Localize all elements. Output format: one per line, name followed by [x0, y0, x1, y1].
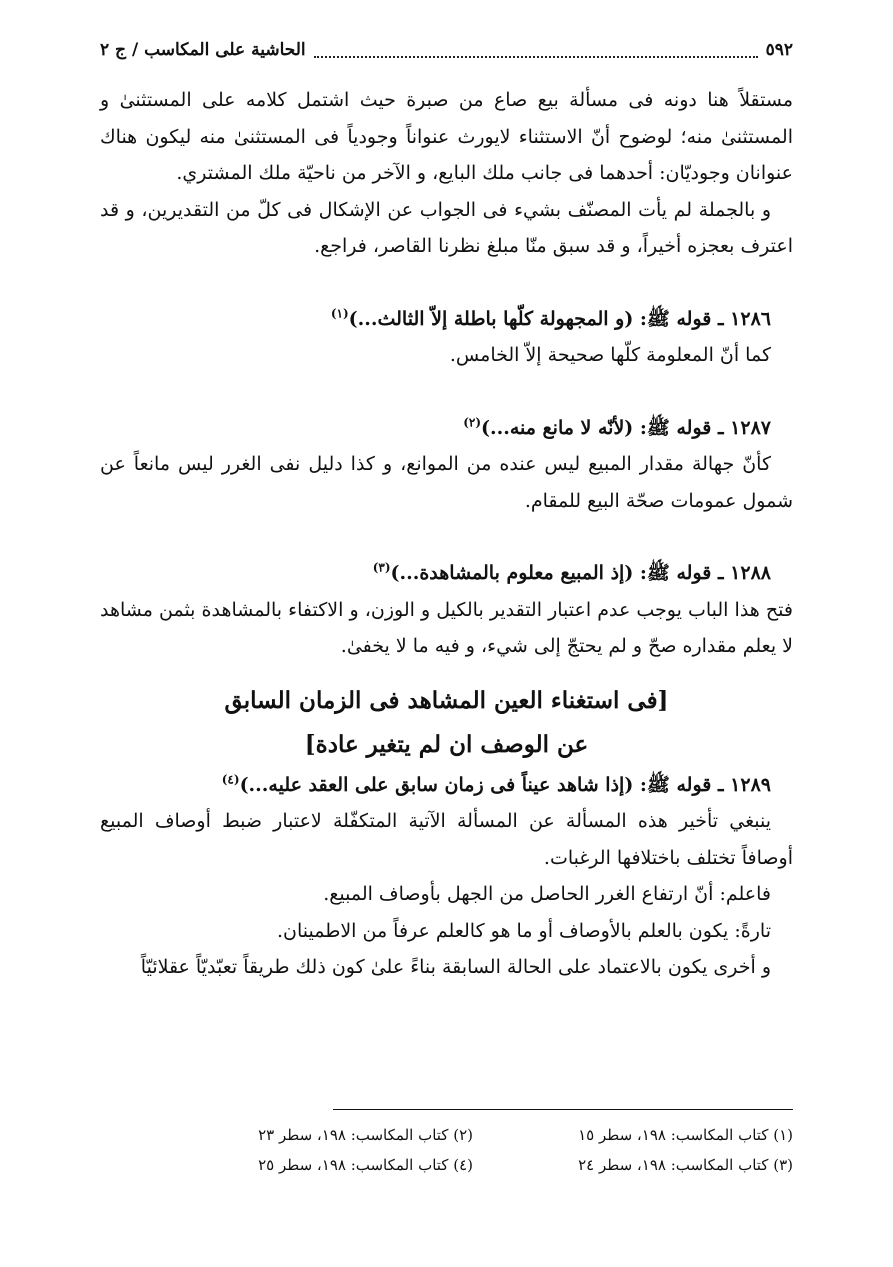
- footnote-marker: (٤): [221, 772, 240, 787]
- paragraph: و أخرى يكون بالاعتماد على الحالة السابقة بناءً علىٰ كون ذلك طريقاً تعبّديّاً عقلائيّاً: [140, 956, 771, 978]
- entry-text-1287: كأنّ جهالة مقدار المبيع ليس عنده من الموانع، و كذا دليل نفى الغرر ليس مانعاً عن شمول عمومات صحّة البيع للمقام.: [100, 453, 793, 512]
- footnote: (٢) كتاب المكاسب: ١٩٨، سطر ٢٣: [258, 1126, 473, 1144]
- page-body: [100, 82, 793, 986]
- page-number: ٥٩٢: [765, 40, 793, 60]
- footnote-divider: [333, 1109, 793, 1110]
- paragraph: مستقلاً هنا دونه فى مسألة بيع صاع من صبرة حيث اشتمل كلامه على المستثنىٰ و المستثنىٰ منه؛ لوضوح أنّ الاستثناء لايورث عنواناً وجودياً فى المستثنىٰ منه ليكون هناك عنوانان وجوديّان: أحدهما فى جانب ملك البايع، و الآخر من ناحيّة ملك المشتري.: [100, 89, 793, 184]
- paragraph: فاعلم: أنّ ارتفاع الغرر الحاصل من الجهل بأوصاف المبيع.: [323, 883, 771, 905]
- footnote-marker: (١): [330, 306, 349, 321]
- entry-text-1288: فتح هذا الباب يوجب عدم اعتبار التقدير بالكيل و الوزن، و الاكتفاء بالمشاهدة بثمن مشاهد لا يعلم مقداره صحّ و لم يحتجّ إلى شيء، و فيه ما لا يخفىٰ.: [100, 598, 793, 657]
- footnote-marker: (٣): [372, 560, 391, 575]
- paragraph: و بالجملة لم يأت المصنّف بشيء فى الجواب عن الإشكال فى كلّ من التقديرين، و قد اعترف بعجزه أخيراً، و قد سبق منّا مبلغ نظرنا القاصر، فراجع.: [100, 198, 793, 257]
- entry-heading-1286: ١٢٨٦ ـ قوله ﷺ: (و المجهولة كلّها باطلة إلاّ الثالث...)$^{(١)}$: [330, 306, 771, 330]
- entry-heading-1289: ١٢٨٩ ـ قوله ﷺ: (إذا شاهد عيناً فى زمان سابق على العقد عليه...)$^{(٤)}$: [221, 772, 771, 796]
- running-title: الحاشية على المكاسب / ج ٢: [100, 40, 306, 60]
- entry-heading-1287: ١٢٨٧ ـ قوله ﷺ: (لأنّه لا مانع منه...)$^{(٢)}$: [463, 415, 771, 439]
- footnote-marker: (٢): [463, 415, 482, 430]
- footnotes: [193, 1120, 793, 1180]
- footnote: (٤) كتاب المكاسب: ١٩٨، سطر ٢٥: [258, 1156, 473, 1174]
- entry-text-1289: ينبغي تأخير هذه المسألة عن المسألة الآتية المتكفّلة لاعتبار ضبط أوصاف المبيع أوصافاً تختلف باختلافها الرغبات.: [100, 810, 793, 869]
- entry-text-1286: كما أنّ المعلومة كلّها صحيحة إلاّ الخامس.: [449, 344, 771, 366]
- header-dot-leader: [314, 42, 758, 58]
- paragraph: تارةً: يكون بالعلم بالأوصاف أو ما هو كالعلم عرفاً من الاطمينان.: [276, 919, 771, 942]
- footnote: (١) كتاب المكاسب: ١٩٨، سطر ١٥: [578, 1126, 793, 1144]
- section-title: [فى استغناء العين المشاهد فى الزمان السابق عن الوصف ان لم يتغير عادة]: [224, 686, 669, 758]
- entry-heading-1288: ١٢٨٨ ـ قوله ﷺ: (إذ المبيع معلوم بالمشاهدة...)$^{(٣)}$: [372, 560, 771, 584]
- page-header: [100, 36, 793, 64]
- footnote: (٣) كتاب المكاسب: ١٩٨، سطر ٢٤: [578, 1156, 793, 1174]
